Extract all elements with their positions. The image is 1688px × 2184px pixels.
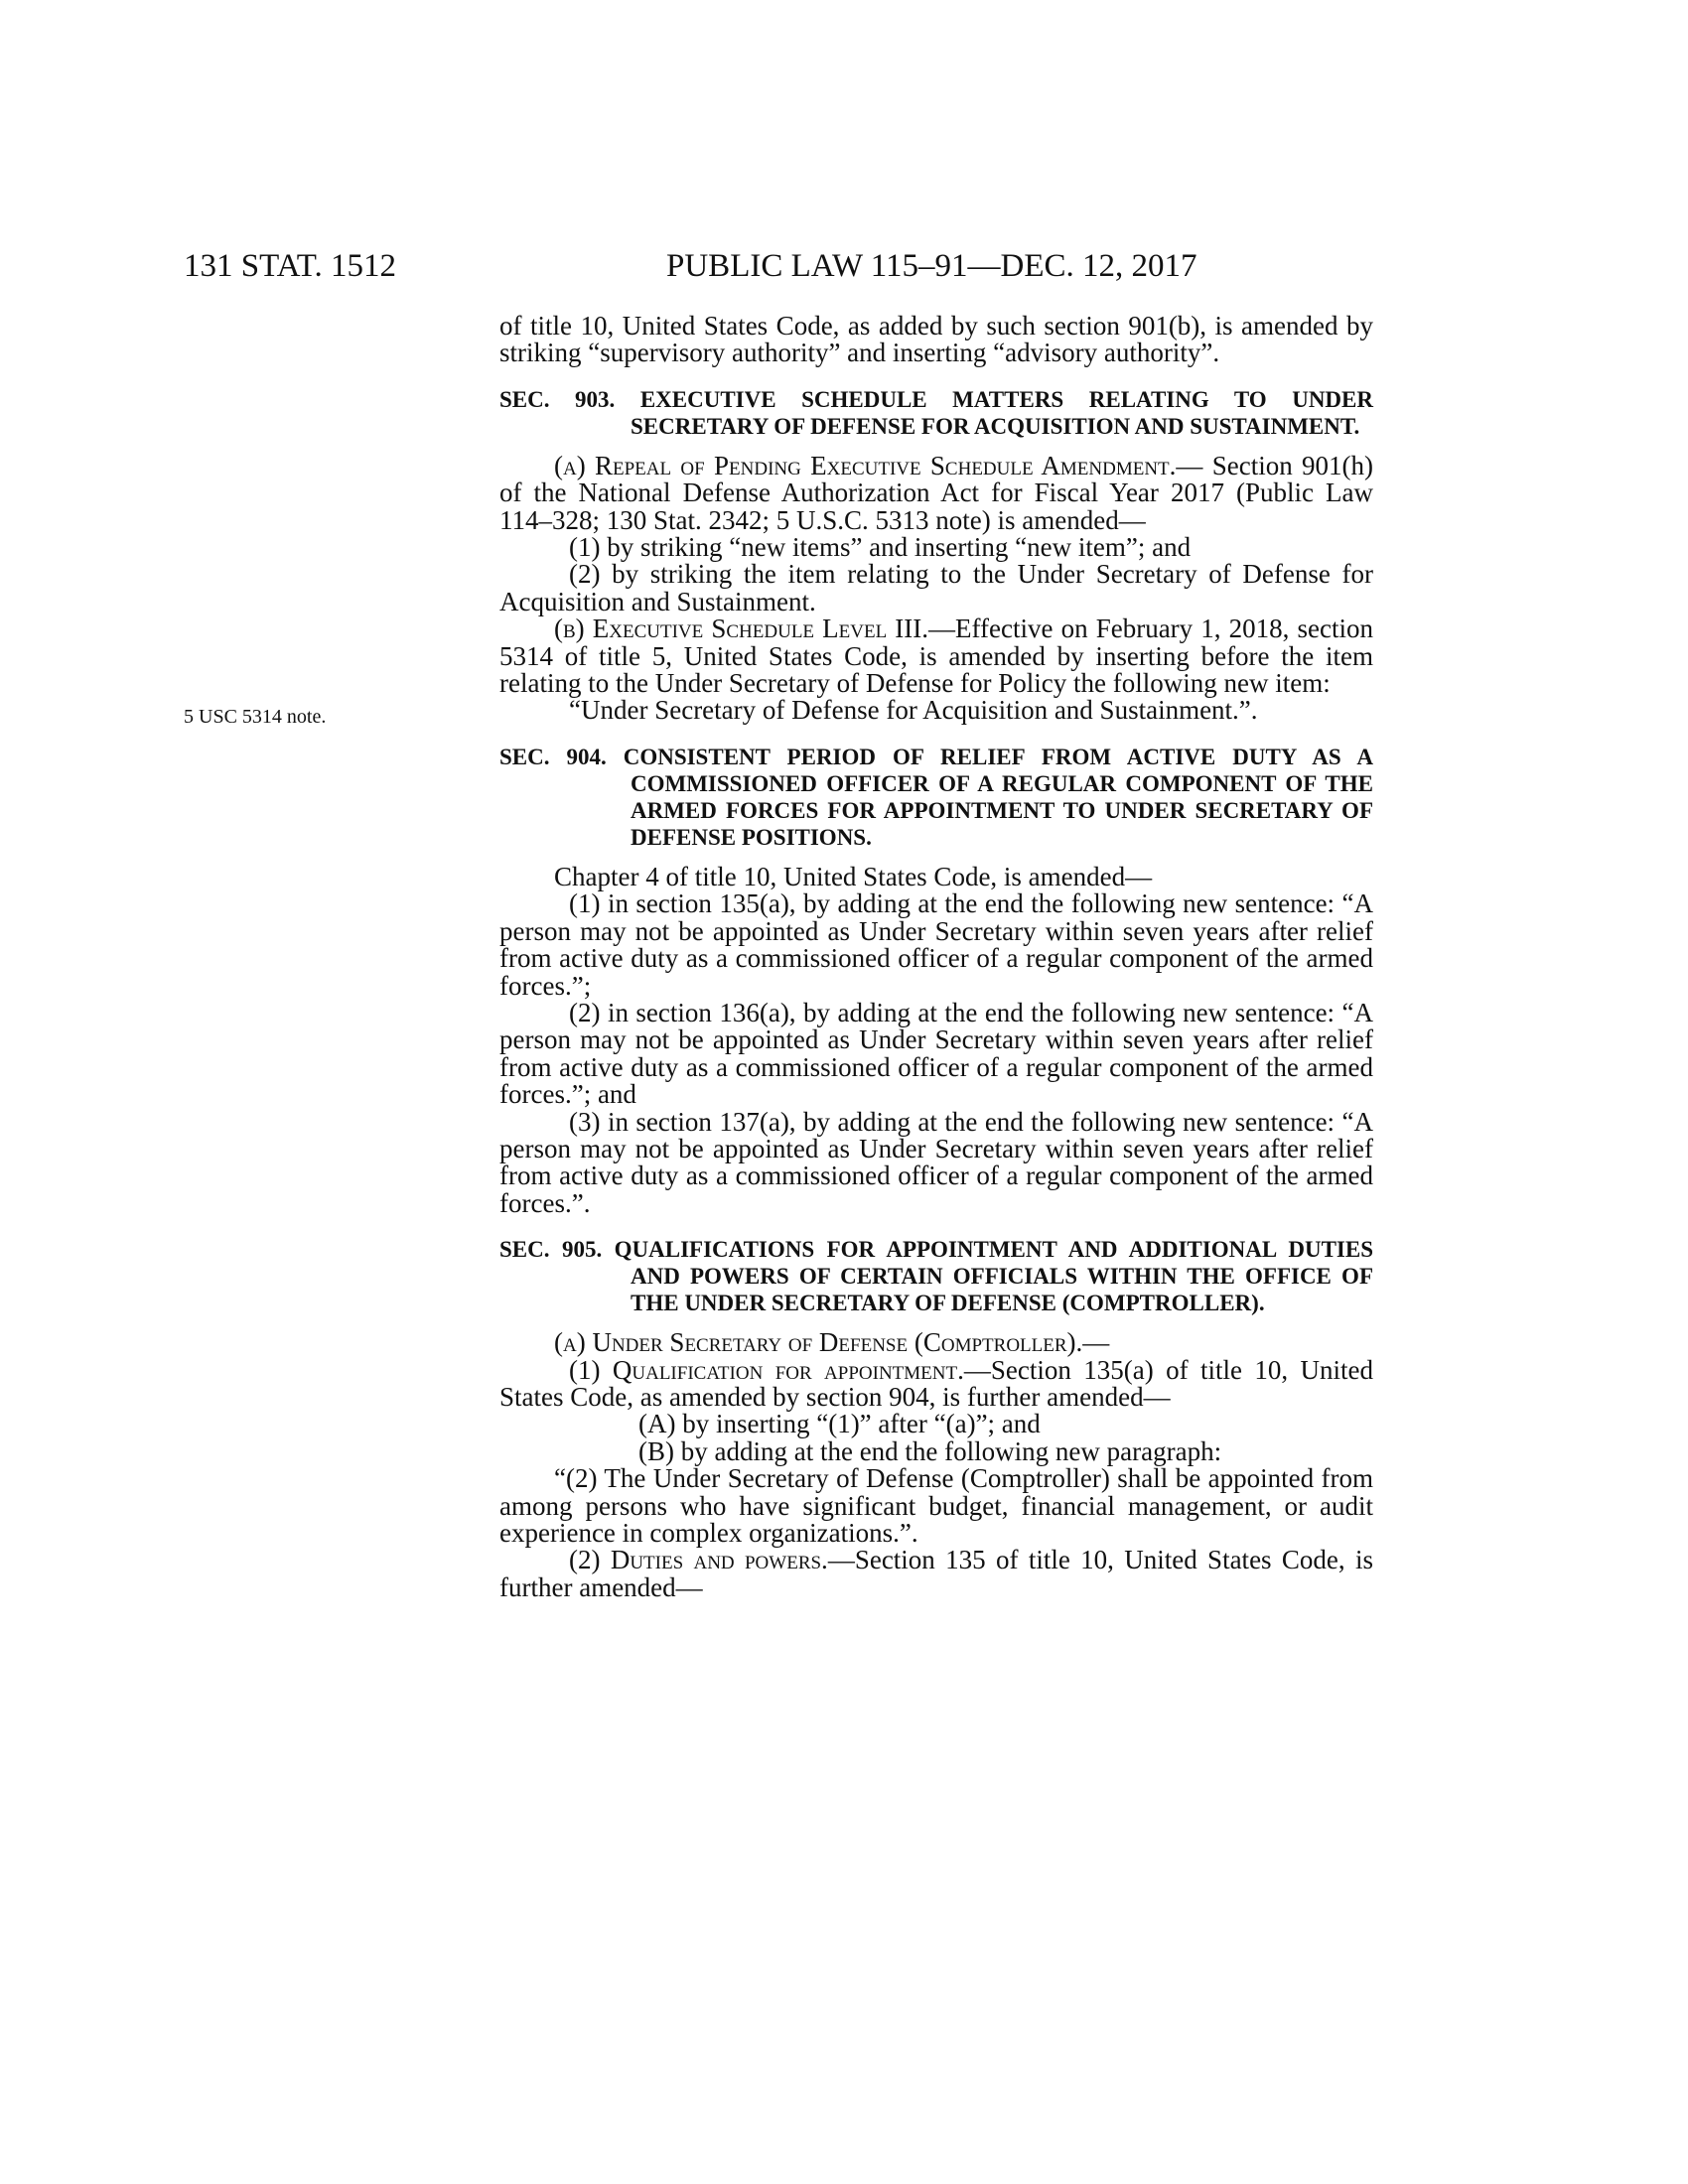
sec903-b-text: —Effective on February 1, 2018, section 5314 of title 5, United States Code, is amended by inserting before the item relating to the Under Secretary of Defense for Policy the following new item: xyxy=(499,614,1373,699)
margin-note: 5 USC 5314 note. xyxy=(184,706,327,728)
sec904-item-3: (3) in section 137(a), by adding at the end the following new sentence: “A person may not be appointed as Under Secretary within seven years after relief from active duty as a commissioned officer of a regular component of the armed forces.”. xyxy=(499,1106,1373,1218)
section-903-heading: SEC. 903. EXECUTIVE SCHEDULE MATTERS RELATING TO UNDER SECRETARY OF DEFENSE FOR ACQUISITION AND SUSTAINMENT. xyxy=(499,386,1373,439)
section-905-heading: SEC. 905. QUALIFICATIONS FOR APPOINTMENT AND ADDITIONAL DUTIES AND POWERS OF CERTAIN OFFICIALS WITHIN THE OFFICE OF THE UNDER SECRETARY OF DEFENSE (COMPTROLLER). xyxy=(499,1237,1373,1316)
sec905-a2-caption: (2) Duties and powers. xyxy=(569,1545,828,1575)
intro-paragraph: of title 10, United States Code, as added by such section 901(b), is amended by striking “supervisory authority” and inserting “advisory authority”. xyxy=(499,311,1373,368)
sec903-a-item-2: (2) by striking the item relating to the Under Secretary of Defense for Acquisition and Sustainment. xyxy=(499,559,1373,616)
sec903-a-item-1: (1) by striking “new items” and inserting “new item”; and xyxy=(569,532,1192,563)
sec903-a-text: Section 901(h) of the National Defense Authorization Act for Fiscal Year 2017 (Public Law 114–328; 130 Stat. 2342; 5 U.S.C. 5313 note) is amended— xyxy=(499,450,1373,535)
sec905-a1-sub-A: (A) by inserting “(1)” after “(a)”; and xyxy=(638,1409,1041,1439)
sec903-a-caption: (a) Repeal of Pending Executive Schedule Amendment.— xyxy=(554,450,1203,480)
public-law-reference: PUBLIC LAW 115–91—DEC. 12, 2017 xyxy=(666,248,1197,284)
sec903-subsection-b xyxy=(499,615,1373,697)
sec905-a1-sub-B: (B) by adding at the end the following new paragraph: xyxy=(638,1435,1222,1466)
sec905-a2-text: —Section 135 of title 10, United States Code, is further amended— xyxy=(499,1545,1373,1602)
sec903-b-caption: (b) Executive Schedule Level III. xyxy=(554,614,929,644)
sec905-a1-caption: (1) Qualification for appointment. xyxy=(569,1354,964,1385)
section-904-heading: SEC. 904. CONSISTENT PERIOD OF RELIEF FROM ACTIVE DUTY AS A COMMISSIONED OFFICER OF A REGULAR COMPONENT OF THE ARMED FORCES FOR APPOINTMENT TO UNDER SECRETARY OF DEFENSE POSITIONS. xyxy=(499,744,1373,850)
sec904-item-2: (2) in section 136(a), by adding at the end the following new sentence: “A person may not be appointed as Under Secretary within seven years after relief from active duty as a commissioned officer of a regular component of the armed forces.”; and xyxy=(499,997,1373,1110)
sec905-a-paragraph-2 xyxy=(499,1547,1373,1601)
sec904-item-1: (1) in section 135(a), by adding at the end the following new sentence: “A person may not be appointed as Under Secretary within seven years after relief from active duty as a commissioned officer of a regular component of the armed forces.”; xyxy=(499,888,1373,1001)
document-body xyxy=(499,313,1373,1601)
sec904-intro: Chapter 4 of title 10, United States Code, is amended— xyxy=(554,861,1153,891)
sec903-b-quote: “Under Secretary of Defense for Acquisition and Sustainment.”. xyxy=(569,695,1258,726)
statute-reference: 131 STAT. 1512 xyxy=(184,248,397,284)
sec905-quoted-paragraph: “(2) The Under Secretary of Defense (Comptroller) shall be appointed from among persons who have significant budget, financial management, or audit experience in complex organizations.”. xyxy=(499,1463,1373,1548)
sec903-subsection-a xyxy=(499,450,1373,535)
sec905-a-paragraph-1 xyxy=(499,1354,1374,1412)
sec905-subsection-a: (a) Under Secretary of Defense (Comptroller).— xyxy=(554,1327,1110,1358)
page-header xyxy=(184,246,1216,286)
sec905-a1-text: —Section 135(a) of title 10, United States Code, as amended by section 904, is further amended— xyxy=(499,1354,1374,1412)
